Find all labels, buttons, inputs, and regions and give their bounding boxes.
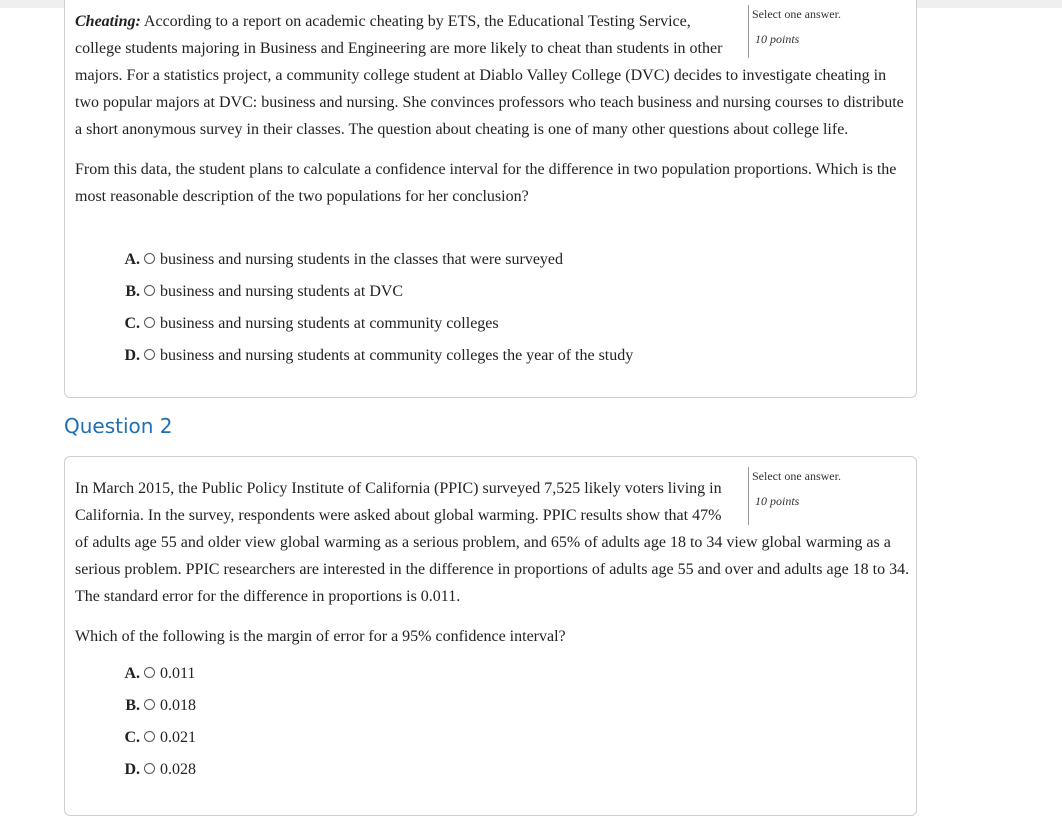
choice-letter: A. — [124, 251, 140, 268]
select-one-answer-label: Select one answer. — [752, 469, 841, 483]
question-2-paragraph-1 — [75, 475, 910, 610]
question-2-body: In March 2015, the Public Policy Institute of California (PPIC) surveyed 7,525 likely voters living in California. In the survey, respondents were asked about global warming. PPIC results show that 47% of adults age 55 and older view global warming as a serious problem, and 65% of adults age 18 to 34 view global warming as a serious problem. PPIC researchers are interested in the difference in proportions of adults age 55 and over and adults age 18 to 34. The standard error for the difference in proportions is 0.011. — [75, 480, 910, 605]
radio-button[interactable] — [144, 731, 155, 742]
radio-button[interactable] — [144, 317, 155, 328]
choice-d[interactable] — [118, 345, 633, 377]
question-1-body: According to a report on academic cheating by ETS, the Educational Testing Service, college students majoring in Business and Engineering are more likely to cheat than students in other majors. For a statistics project, a community college student at Diablo Valley College (DVC) decides to investigate cheating in two popular majors at DVC: business and nursing. She convinces professors who teach business and nursing courses to distribute a short anonymous survey in their classes. The question about cheating is one of many other questions about college life. — [75, 13, 904, 138]
choice-b[interactable] — [118, 281, 633, 313]
choice-text[interactable]: business and nursing students at DVC — [160, 283, 404, 300]
question-1-lead: Cheating: — [75, 13, 141, 30]
radio-button[interactable] — [144, 285, 155, 296]
choice-letter: C. — [124, 729, 140, 746]
choice-text[interactable]: business and nursing students at community colleges the year of the study — [160, 347, 634, 364]
radio-button[interactable] — [144, 349, 155, 360]
choice-letter: D. — [124, 347, 140, 364]
choice-text[interactable]: 0.021 — [160, 729, 196, 746]
choice-letter: A. — [124, 665, 140, 682]
points-label: 10 points — [755, 32, 800, 46]
question-2-text — [75, 475, 910, 650]
question-2-heading: Question 2 — [64, 414, 173, 438]
choice-letter: C. — [124, 315, 140, 332]
choice-d[interactable] — [118, 759, 196, 791]
choice-letter: D. — [124, 761, 140, 778]
radio-button[interactable] — [144, 253, 155, 264]
question-1-choices — [118, 249, 633, 377]
radio-button[interactable] — [144, 699, 155, 710]
question-2-choices — [118, 663, 196, 791]
choice-a[interactable] — [118, 249, 633, 281]
choice-text[interactable]: 0.018 — [160, 697, 196, 714]
choice-text[interactable]: business and nursing students in the classes that were surveyed — [160, 251, 564, 268]
choice-c[interactable] — [118, 313, 633, 345]
choice-c[interactable] — [118, 727, 196, 759]
question-1-card — [64, 0, 917, 398]
choice-letter: B. — [125, 283, 140, 300]
question-1-paragraph-2: From this data, the student plans to calculate a confidence interval for the difference in two population proportions. Which is the most reasonable description of the two populations for her conclusion? — [75, 161, 897, 205]
choice-text[interactable]: business and nursing students at community colleges — [160, 315, 499, 332]
question-2-card — [64, 456, 917, 816]
choice-letter: B. — [125, 697, 140, 714]
question-1-paragraph-1 — [75, 8, 910, 143]
choice-a[interactable] — [118, 663, 196, 695]
choice-b[interactable] — [118, 695, 196, 727]
choice-text[interactable]: 0.011 — [160, 665, 196, 682]
radio-button[interactable] — [144, 667, 155, 678]
select-one-answer-label: Select one answer. — [752, 7, 841, 21]
radio-button[interactable] — [144, 763, 155, 774]
question-1-text — [75, 8, 910, 210]
question-2-paragraph-2: Which of the following is the margin of error for a 95% confidence interval? — [75, 628, 566, 645]
choice-text[interactable]: 0.028 — [160, 761, 196, 778]
points-label: 10 points — [755, 494, 800, 508]
